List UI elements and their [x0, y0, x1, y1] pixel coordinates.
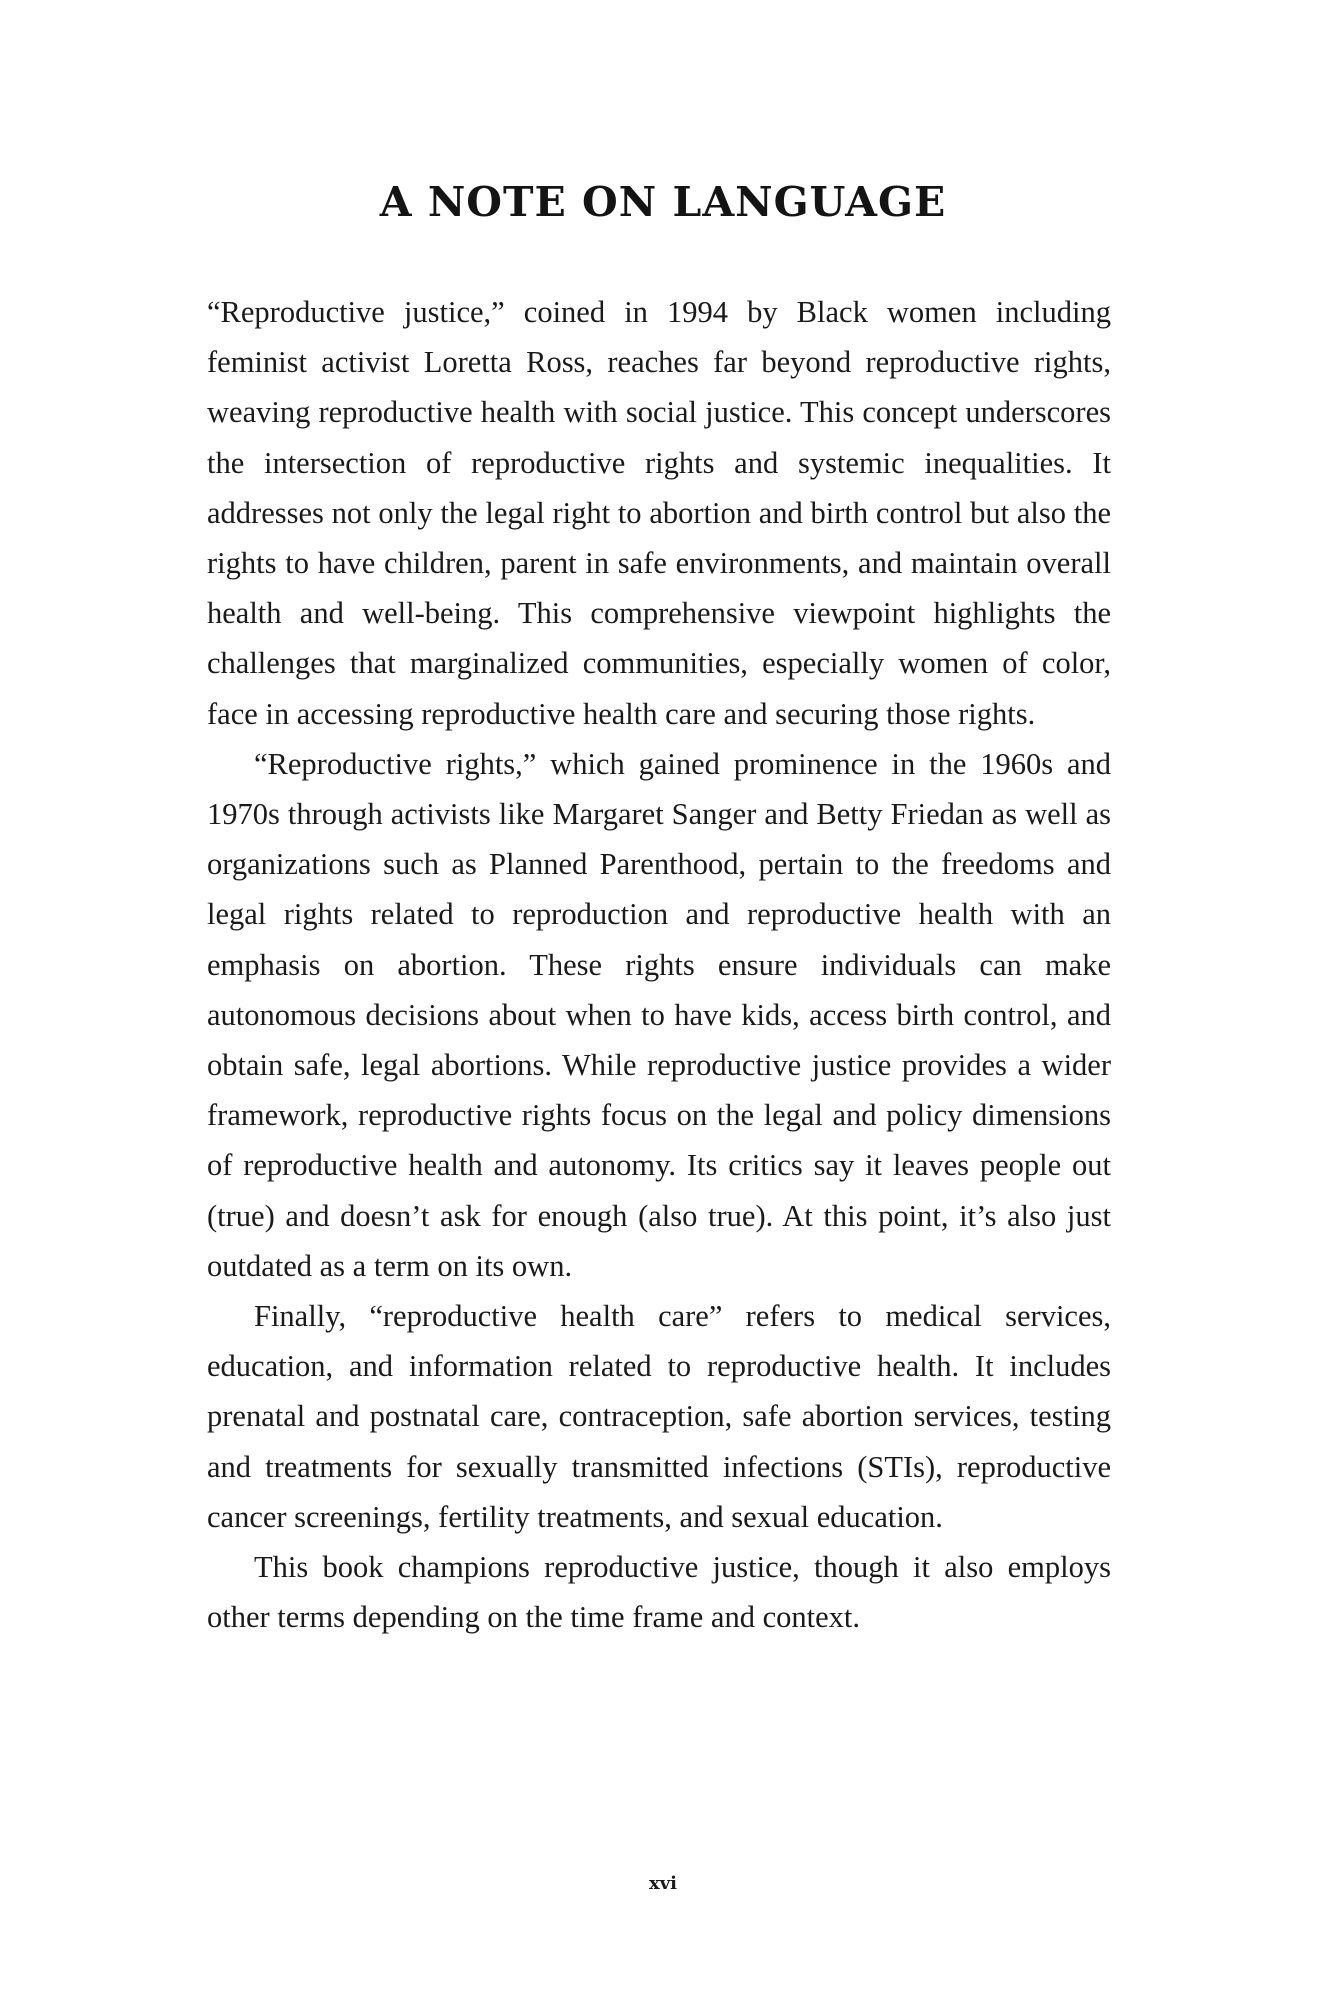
page-title: A NOTE ON LANGUAGE — [379, 178, 947, 226]
page-number: xvi — [648, 1873, 678, 1894]
paragraph-4: This book champions reproductive justice, though it also employs other terms depending on the time frame and context. — [207, 1550, 1111, 1635]
paragraph-2: “Reproductive rights,” which gained prominence in the 1960s and 1970s through activists like Margaret Sanger and Betty Friedan as well as organizations such as Planned Parenthood, pertain to the freedoms and legal rights related to reproduction and reproductive health with an emphasis on abortion. These rights ensure individuals can make autonomous decisions about when to have kids, access birth control, and obtain safe, legal abortions. While reproductive justice provides a wider framework, reproductive rights focus on the legal and policy dimensions of reproductive health and autonomy. Its critics say it leaves people out (true) and doesn’t ask for enough (also true). At this point, it’s also just outdated as a term on its own. — [207, 746, 1111, 1283]
paragraph-3: Finally, “reproductive health care” refers to medical services, education, and information related to reproductive health. It includes prenatal and postnatal care, contraception, safe abortion services, testing and treatments for sexually transmitted infections (STIs), reproductive cancer screenings, fertility treatments, and sexual education. — [207, 1299, 1111, 1534]
body-text — [207, 287, 1111, 1642]
paragraph-1: “Reproductive justice,” coined in 1994 by Black women including feminist activist Loretta Ross, reaches far beyond reproductive rights, weaving reproductive health with social justice. This concept underscores the intersection of reproductive rights and systemic inequalities. It addresses not only the legal right to abortion and birth control but also the rights to have children, parent in safe environments, and maintain overall health and well-being. This comprehensive viewpoint highlights the challenges that marginalized communities, especially women of color, face in accessing reproductive health care and securing those rights. — [207, 295, 1111, 731]
